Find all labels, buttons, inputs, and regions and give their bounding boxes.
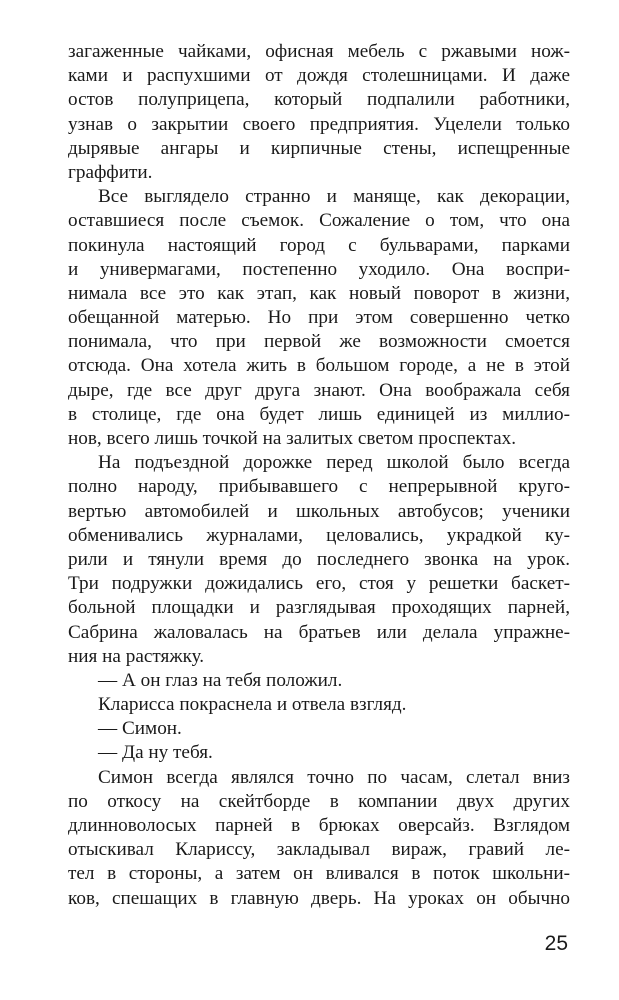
text-line: Сабрина жаловалась на братьев или делала упражне-: [68, 621, 570, 643]
paragraph: [68, 669, 570, 693]
text-line: длинноволосых парней в брюках оверсайз. Взглядом: [68, 815, 570, 836]
text-line: дыре, где все друг друга знают. Она воображала себя: [68, 379, 570, 401]
text-line: отыскивал Клариссу, закладывал вираж, гравий ле-: [68, 839, 570, 861]
page-number: 25: [544, 932, 568, 955]
text-line: ния на растяжку.: [68, 645, 205, 667]
text-line: На подъездной дорожке перед школой было всегда: [98, 452, 570, 474]
body-text: [68, 40, 570, 911]
text-line: обменивались журналами, целовались, украдкой ку-: [68, 524, 570, 546]
text-line: по откосу на скейтборде в компании двух других: [68, 790, 570, 812]
paragraph: [68, 766, 570, 911]
text-line: Три подружки дожидались его, стоя у решетки баскет-: [68, 573, 570, 595]
paragraph: [68, 40, 570, 185]
text-line: ками и распухшими от дождя столешницами. И даже: [68, 65, 570, 87]
paragraph: [68, 741, 570, 765]
text-line: граффити.: [68, 161, 153, 183]
text-line: и универмагами, постепенно уходило. Она воспри-: [68, 258, 570, 280]
text-line: загаженные чайками, офисная мебель с ржавыми нож-: [68, 41, 570, 62]
text-line: — А он глаз на тебя положил.: [98, 669, 343, 691]
text-line: оставшиеся после съемок. Сожаление о том, что она: [68, 210, 570, 232]
text-line: — Да ну тебя.: [98, 742, 213, 764]
text-line: больной площадки и разглядывая проходящих парней,: [68, 597, 570, 619]
paragraph: [68, 185, 570, 451]
text-line: — Симон.: [98, 718, 182, 740]
text-line: Симон всегда являлся точно по часам, слетал вниз: [98, 766, 570, 788]
text-line: тел в стороны, а затем он вливался в поток школьни-: [68, 863, 570, 885]
text-line: узнав о закрытии своего предприятия. Уцелели только: [68, 113, 570, 135]
text-line: обещанной матерью. Но при этом совершенно четко: [68, 307, 570, 329]
text-line: дырявые ангары и кирпичные стены, испещренные: [68, 137, 570, 159]
text-line: Все выглядело странно и маняще, как декорации,: [98, 186, 570, 208]
text-line: нов, всего лишь точкой на залитых светом проспектах.: [68, 428, 517, 449]
text-line: покинула настоящий город с бульварами, парками: [68, 234, 570, 256]
text-line: в столице, где она будет лишь единицей из миллио-: [68, 403, 570, 425]
text-line: вертью автомобилей и школьных автобусов; ученики: [68, 500, 570, 522]
text-line: нимала все это как этап, как новый поворот в жизни,: [68, 282, 570, 304]
text-line: рили и тянули время до последнего звонка на урок.: [68, 548, 570, 570]
text-line: понимала, что при первой же возможности смоется: [68, 331, 570, 353]
paragraph: [68, 717, 570, 741]
text-line: остов полуприцепа, который подпалили работники,: [68, 89, 570, 111]
text-line: отсюда. Она хотела жить в большом городе, а не в этой: [68, 355, 570, 377]
paragraph: [68, 693, 570, 717]
text-line: полно народу, прибывавшего с непрерывной круго-: [68, 476, 570, 498]
text-line: ков, спешащих в главную дверь. На уроках он обычно: [68, 887, 570, 909]
text-line: Кларисса покраснела и отвела взгляд.: [98, 694, 407, 716]
paragraph: [68, 451, 570, 669]
